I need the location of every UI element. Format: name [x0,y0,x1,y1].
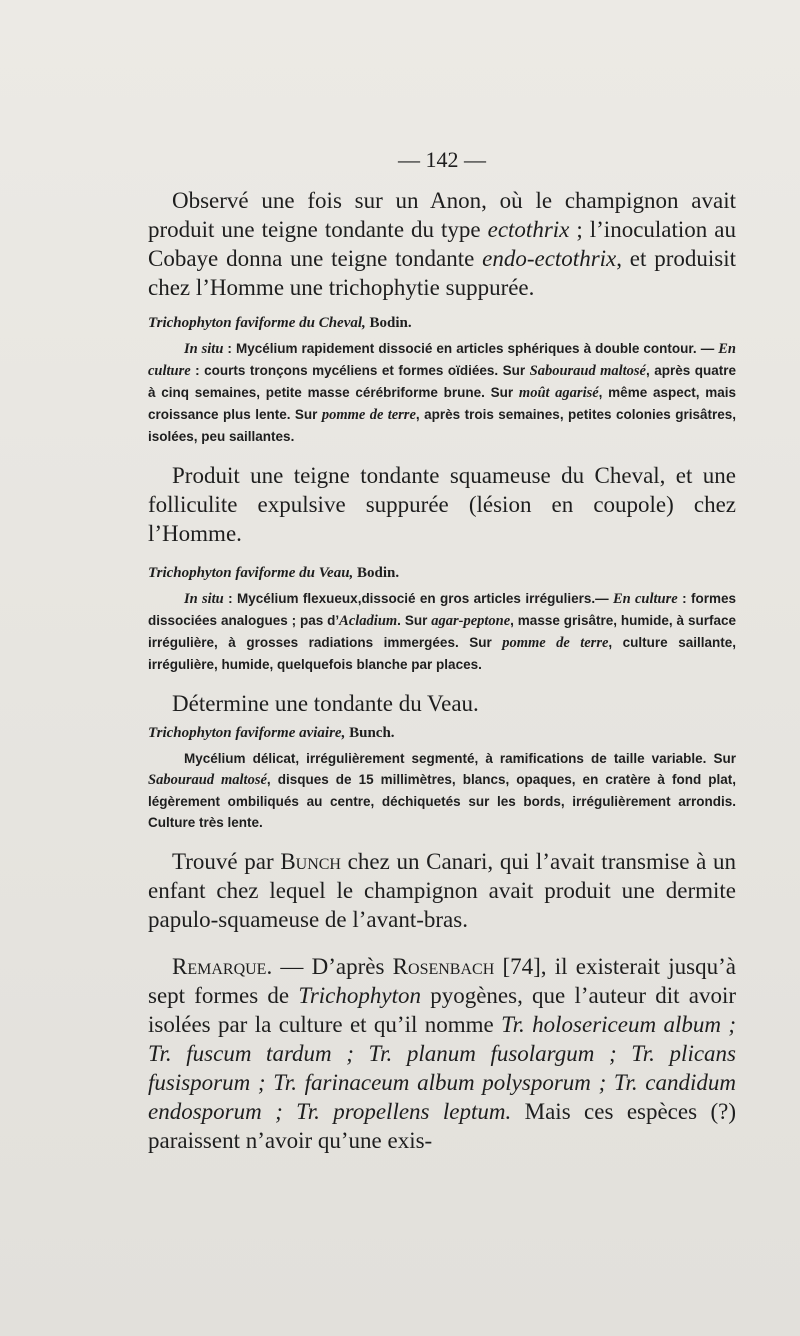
paragraph-anon: Observé une fois sur un Anon, où le champignon avait produit une teigne tondante du type ectothrix ; l’inoculation au Cobaye donna une teigne tondante endo-ectothrix, et produisit chez l’Homme une trichophytie suppurée. [148,188,736,300]
description-aviaire: Mycélium délicat, irrégulièrement segmenté, à ramifications de taille variable. Sur Sabouraud maltosé, disques de 15 millimètres, blancs, opaques, en cratère à fond plat, légèrement ombiliqués au centre, déchiquetés sur les bords, irrégulièrement arrondis. Culture très lente. [148,751,737,830]
description-veau: In situ : Mycélium flexueux,dissocié en gros articles irréguliers.— En culture : formes dissociées analogues ; pas d’Acladium. Sur agar-peptone, masse grisâtre, humide, à surface irrégulière, à grosses radiations immergées. Sur pomme de terre, culture saillante, irrégulière, humide, quelquefois blanche par places. [148,591,736,672]
description-cheval: In situ : Mycélium rapidement dissocié en articles sphériques à double contour. — En culture : courts tronçons mycéliens et formes oïdiées. Sur Sabouraud maltosé, après quatre à cinq semaines, petite masse cérébriforme brune. Sur moût agarisé, même aspect, mais croissance plus lente. Sur pomme de terre, après trois semaines, petites colonies grisâtres, isolées, peu saillantes. [148,341,737,444]
species-heading-aviaire: Trichophyton faviforme aviaire, Bunch. [148,725,395,741]
paragraph-canari: Trouvé par Bunch chez un Canari, qui l’avait transmise à un enfant chez lequel le champignon avait produit une dermite papulo-squameuse de l’avant-bras. [148,849,736,932]
paragraph-veau: Détermine une tondante du Veau. [172,691,479,716]
page-number: — 142 — [398,147,486,172]
species-heading-veau: Trichophyton faviforme du Veau, Bodin. [148,565,400,581]
paragraph-remarque: Remarque. — D’après Rosenbach [74], il existerait jusqu’à sept formes de Trichophyton pyogènes, que l’auteur dit avoir isolées par la culture et qu’il nomme Tr. holosericeum album ; Tr. fuscum tardum ; Tr. planum fusolargum ; Tr. plicans fusisporum ; Tr. farinaceum album polysporum ; Tr. candidum endosporum ; Tr. propellens leptum. Mais ces espèces (?) paraissent n’avoir qu’une exis- [148,954,736,1153]
paragraph-cheval: Produit une teigne tondante squameuse du Cheval, et une folliculite expulsive suppurée (lésion en coupole) chez l’Homme. [148,463,736,546]
species-heading-cheval: Trichophyton faviforme du Cheval, Bodin. [148,315,412,331]
page-content [148,140,736,1155]
